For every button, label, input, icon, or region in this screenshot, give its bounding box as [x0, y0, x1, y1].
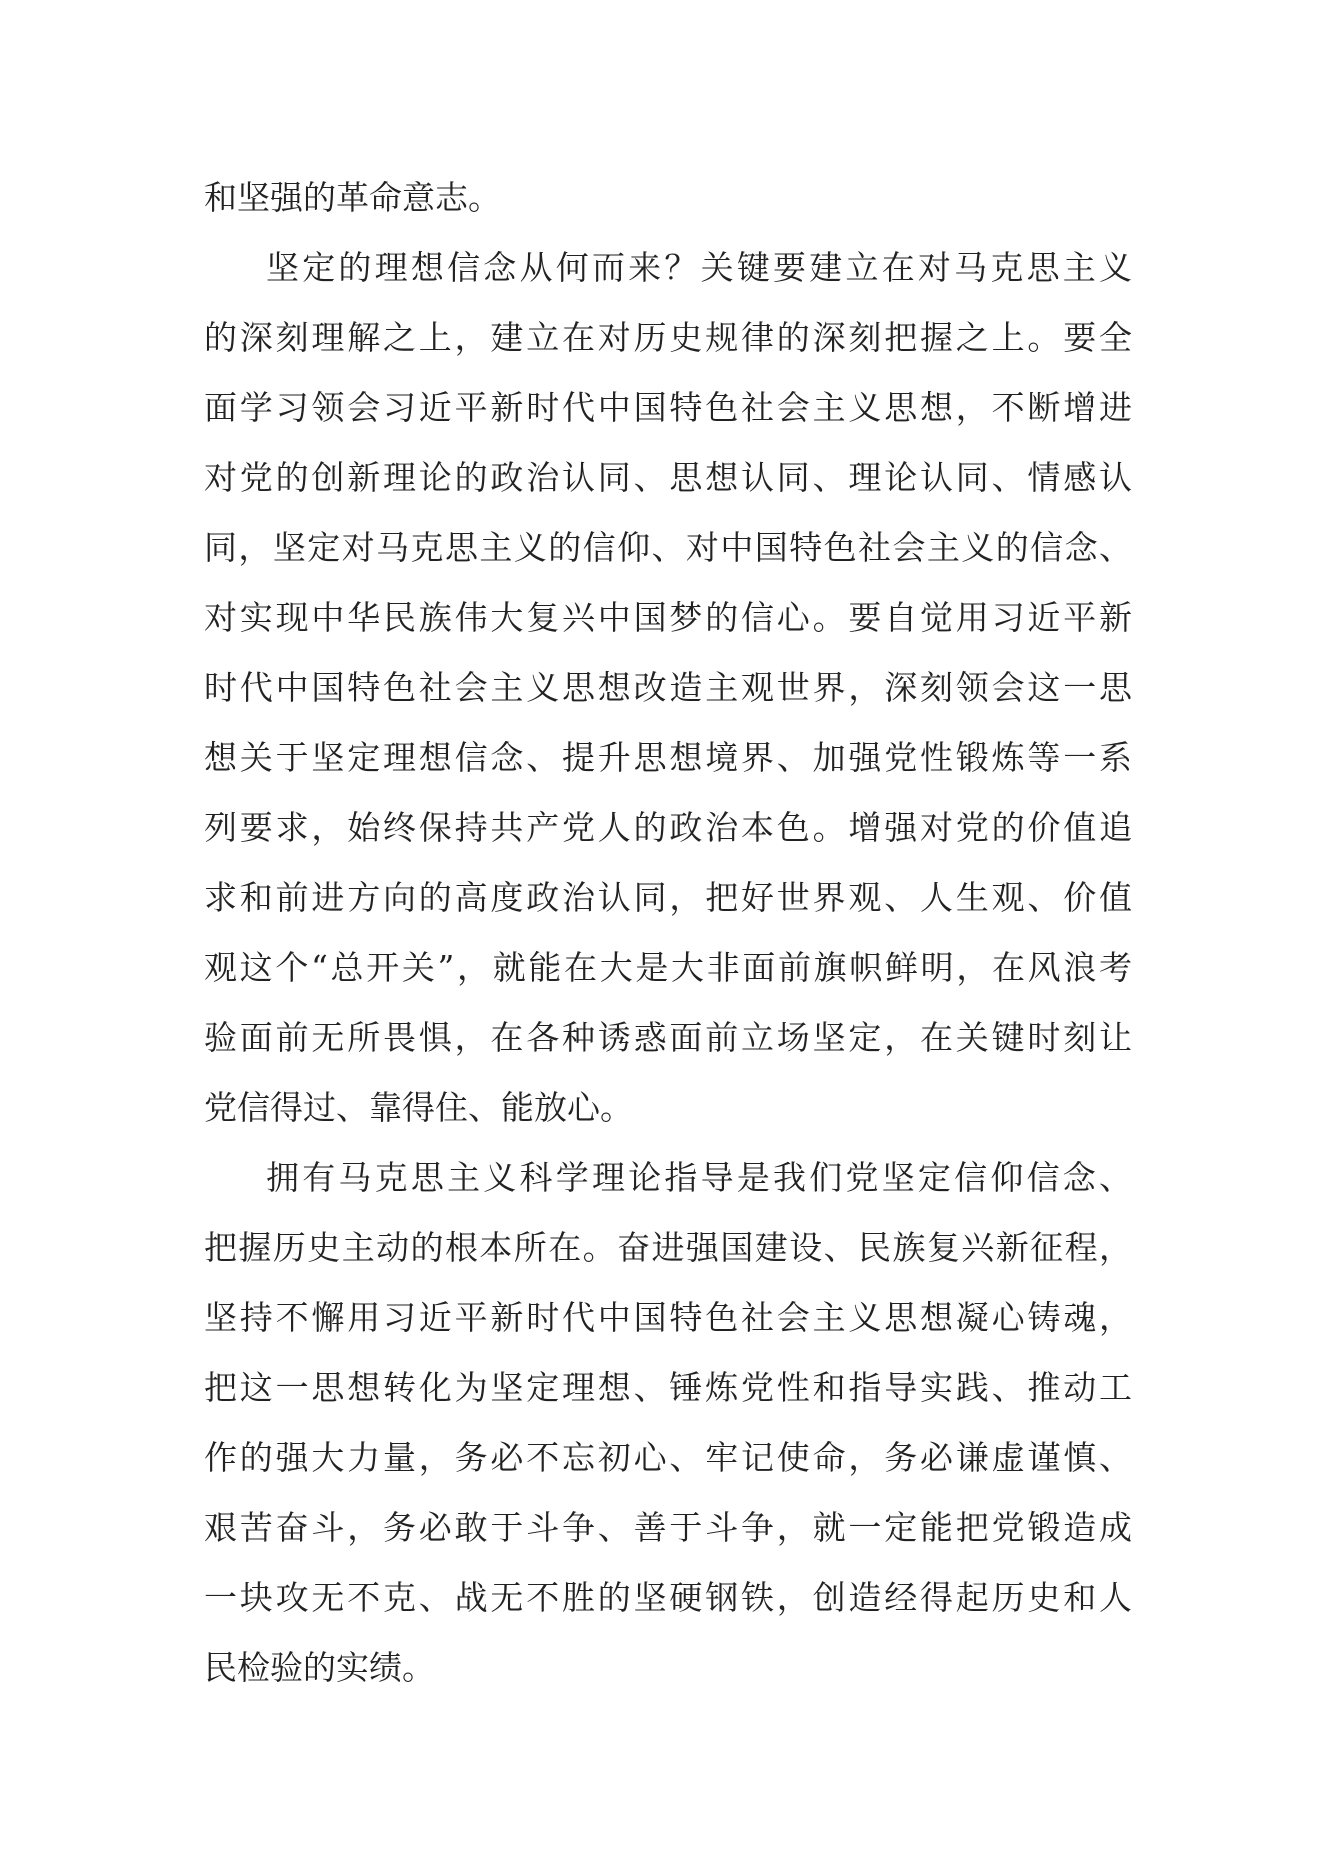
text-line: 把这一思想转化为坚定理想、锤炼党性和指导实践、推动工: [204, 1368, 1132, 1407]
text-line: 的深刻理解之上，建立在对历史规律的深刻把握之上。要全: [204, 318, 1132, 357]
text-line: 求和前进方向的高度政治认同，把好世界观、人生观、价值: [204, 878, 1132, 917]
text-line: 想关于坚定理想信念、提升思想境界、加强党性锻炼等一系: [204, 738, 1132, 777]
text-line: 时代中国特色社会主义思想改造主观世界，深刻领会这一思: [204, 668, 1132, 707]
text-line: 民检验的实绩。: [204, 1648, 435, 1687]
text-line: 作的强大力量，务必不忘初心、牢记使命，务必谦虚谨慎、: [204, 1438, 1132, 1477]
text-line: 对党的创新理论的政治认同、思想认同、理论认同、情感认: [204, 458, 1132, 497]
text-line: 观这个“总开关”，就能在大是大非面前旗帜鲜明，在风浪考: [204, 948, 1132, 987]
text-line: 一块攻无不克、战无不胜的坚硬钢铁，创造经得起历史和人: [204, 1578, 1132, 1617]
text-line: 同，坚定对马克思主义的信仰、对中国特色社会主义的信念、: [204, 528, 1132, 567]
text-line: 坚持不懈用习近平新时代中国特色社会主义思想凝心铸魂，: [204, 1298, 1132, 1337]
text-line: 列要求，始终保持共产党人的政治本色。增强对党的价值追: [204, 808, 1132, 847]
text-line: 把握历史主动的根本所在。奋进强国建设、民族复兴新征程，: [204, 1228, 1132, 1267]
text-line: 和坚强的革命意志。: [204, 178, 501, 217]
text-line: 艰苦奋斗，务必敢于斗争、善于斗争，就一定能把党锻造成: [204, 1508, 1132, 1547]
body-text: [204, 163, 1132, 1703]
paragraph-first-line: 拥有马克思主义科学理论指导是我们党坚定信仰信念、: [266, 1158, 1132, 1197]
text-line: 面学习领会习近平新时代中国特色社会主义思想，不断增进: [204, 388, 1132, 427]
paragraph-first-line: 坚定的理想信念从何而来？关键要建立在对马克思主义: [266, 248, 1132, 287]
text-line: 对实现中华民族伟大复兴中国梦的信心。要自觉用习近平新: [204, 598, 1132, 637]
text-line: 验面前无所畏惧，在各种诱惑面前立场坚定，在关键时刻让: [204, 1018, 1132, 1057]
text-line: 党信得过、靠得住、能放心。: [204, 1088, 633, 1127]
